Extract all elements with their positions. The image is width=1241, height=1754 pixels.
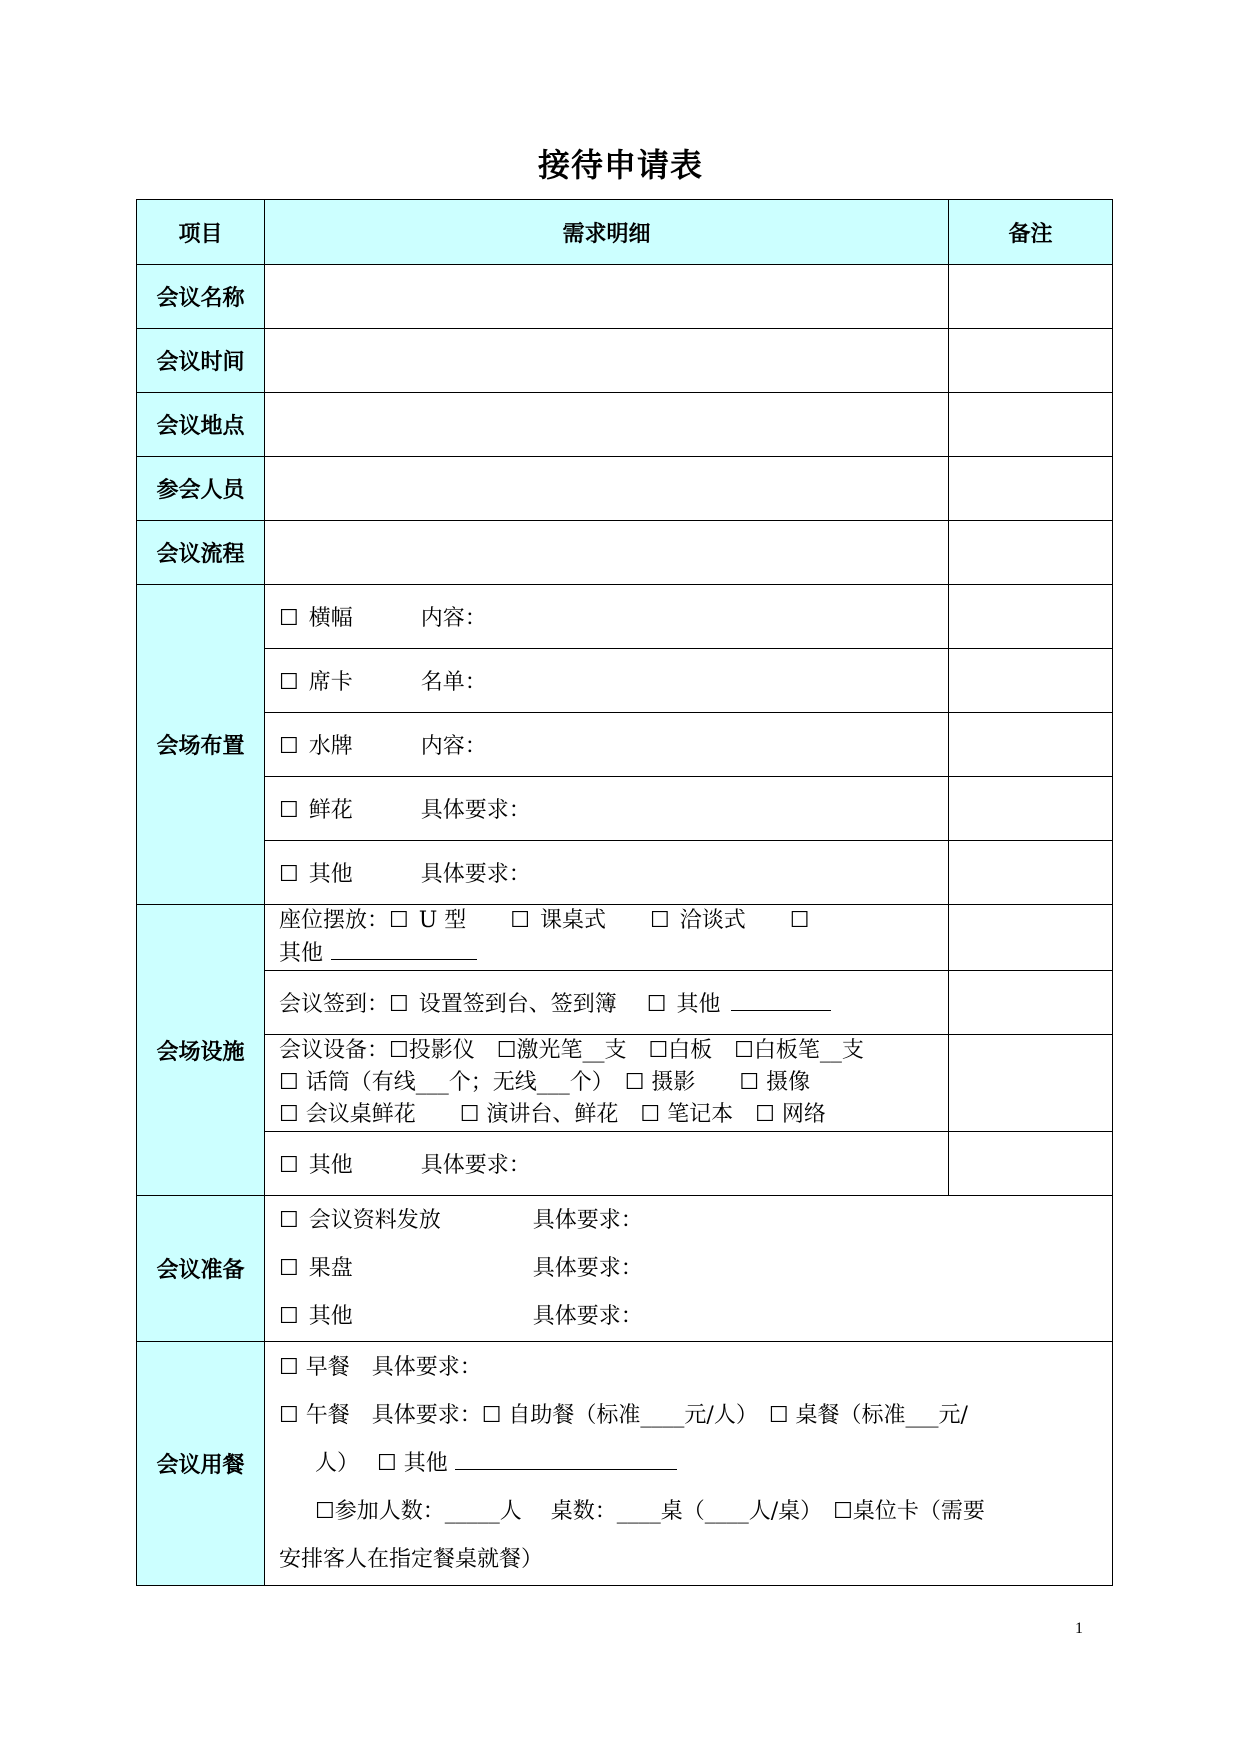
checkbox[interactable]: ☐ (279, 734, 299, 759)
table-row (137, 329, 1113, 393)
remark-cell[interactable] (949, 265, 1113, 329)
meeting-location-field[interactable] (265, 393, 949, 457)
table-card-note: 安排客人在指定餐桌就餐） (279, 1546, 544, 1572)
remark-cell[interactable] (949, 971, 1113, 1035)
seating-arrangement (265, 905, 949, 971)
field-label: 内容： (420, 606, 487, 631)
checkbox[interactable]: ☐ (389, 992, 409, 1017)
remark-cell[interactable] (949, 521, 1113, 585)
table-row (137, 1035, 1113, 1132)
field-label: 具体要求： (532, 1255, 643, 1281)
option-label: 果盘 (308, 1255, 353, 1281)
remark-cell[interactable] (949, 713, 1113, 777)
reception-form-table (136, 199, 1113, 1586)
option-label: 席卡 (308, 670, 353, 695)
venue-layout-name-cards (265, 649, 949, 713)
remark-cell[interactable] (949, 649, 1113, 713)
option-label: U 型 (418, 908, 467, 933)
checkbox[interactable]: ☐ (279, 670, 299, 695)
table-row (137, 1132, 1113, 1196)
remark-cell[interactable] (949, 1035, 1113, 1132)
field-label: 具体要求： (532, 1207, 643, 1233)
checkbox[interactable]: ☐ (389, 908, 409, 933)
venue-layout-other (265, 841, 949, 905)
header-detail: 需求明细 (265, 200, 949, 265)
option-label: 鲜花 (308, 798, 353, 823)
table-row (137, 841, 1113, 905)
page-number: 1 (1075, 1620, 1083, 1637)
row-label-venue-facilities: 会场设施 (137, 905, 265, 1196)
checkbox[interactable]: ☐ (510, 908, 531, 933)
option-label: 横幅 (308, 606, 353, 631)
table-row (137, 777, 1113, 841)
row-label-meeting-name: 会议名称 (137, 265, 265, 329)
field-label: 会议签到： (279, 992, 390, 1017)
row-label-attendees: 参会人员 (137, 457, 265, 521)
table-row (137, 521, 1113, 585)
row-label-agenda: 会议流程 (137, 521, 265, 585)
attendees-field[interactable] (265, 457, 949, 521)
lunch-line[interactable]: ☐ 午餐 具体要求：☐ 自助餐（标准____元/人） ☐ 桌餐（标准___元/ (279, 1402, 968, 1428)
meeting-time-field[interactable] (265, 329, 949, 393)
option-label: 其他 (279, 941, 324, 966)
breakfast-line[interactable]: ☐ 早餐 具体要求： (279, 1354, 482, 1380)
checkbox[interactable]: ☐ (279, 862, 299, 887)
option-label: 水牌 (308, 734, 353, 759)
field-label: 名单： (420, 670, 487, 695)
field-label: 具体要求： (420, 862, 531, 887)
field-label: 具体要求： (420, 798, 531, 823)
checkbox[interactable]: ☐ (789, 908, 810, 933)
agenda-field[interactable] (265, 521, 949, 585)
remark-cell[interactable] (949, 457, 1113, 521)
table-row (137, 457, 1113, 521)
option-label: 其他 (308, 1303, 353, 1329)
table-row (137, 393, 1113, 457)
table-row (137, 1196, 1113, 1342)
checkbox[interactable]: ☐ (279, 798, 299, 823)
lunch-line-cont[interactable]: 人） ☐ 其他 (315, 1450, 455, 1476)
option-label: 洽谈式 (679, 908, 746, 933)
checkbox[interactable]: ☐ (279, 1207, 299, 1233)
table-row (137, 265, 1113, 329)
table-header-row (137, 200, 1113, 265)
facilities-other (265, 1132, 949, 1196)
field-label: 座位摆放： (279, 908, 390, 933)
header-remark: 备注 (949, 200, 1113, 265)
checkbox[interactable]: ☐ (646, 992, 667, 1017)
remark-cell[interactable] (949, 585, 1113, 649)
meeting-name-field[interactable] (265, 265, 949, 329)
row-label-meeting-prep: 会议准备 (137, 1196, 265, 1342)
table-row (137, 971, 1113, 1035)
table-row (137, 713, 1113, 777)
header-item: 项目 (137, 200, 265, 265)
row-label-meeting-location: 会议地点 (137, 393, 265, 457)
venue-layout-banner (265, 585, 949, 649)
equipment-line[interactable]: ☐ 会议桌鲜花 ☐ 演讲台、鲜花 ☐ 笔记本 ☐ 网络 (279, 1102, 826, 1127)
table-row (137, 1342, 1113, 1586)
venue-layout-signs (265, 713, 949, 777)
field-label: 具体要求： (420, 1153, 531, 1178)
meal-options (265, 1342, 1113, 1586)
table-row (137, 905, 1113, 971)
page-title: 接待申请表 (537, 146, 703, 184)
option-label: 设置签到台、签到簿 (418, 992, 617, 1017)
blank-line[interactable] (331, 937, 477, 960)
checkbox[interactable]: ☐ (279, 1255, 299, 1281)
equipment-line[interactable]: ☐ 话筒（有线___个；无线___个） ☐ 摄影 ☐ 摄像 (279, 1070, 811, 1095)
row-label-meeting-time: 会议时间 (137, 329, 265, 393)
table-row (137, 649, 1113, 713)
remark-cell[interactable] (949, 1132, 1113, 1196)
checkbox[interactable]: ☐ (279, 1303, 299, 1329)
option-label: 其他 (308, 862, 353, 887)
checkbox[interactable]: ☐ (279, 1153, 299, 1178)
row-label-meals: 会议用餐 (137, 1342, 265, 1586)
meeting-prep-options (265, 1196, 1113, 1342)
equipment-line[interactable]: 会议设备：☐投影仪 ☐激光笔__支 ☐白板 ☐白板笔__支 (279, 1038, 864, 1063)
sign-in-options (265, 971, 949, 1035)
option-label: 其他 (676, 992, 721, 1017)
equipment-options (265, 1035, 949, 1132)
attendee-count-line[interactable]: ☐参加人数：_____人 桌数：____桌（____人/桌） ☐桌位卡（需要 (315, 1498, 985, 1524)
remark-cell[interactable] (949, 329, 1113, 393)
checkbox[interactable]: ☐ (279, 606, 299, 631)
remark-cell[interactable] (949, 777, 1113, 841)
blank-line[interactable] (731, 988, 831, 1011)
field-label: 内容： (420, 734, 487, 759)
option-label: 其他 (308, 1153, 353, 1178)
field-label: 具体要求： (532, 1303, 643, 1329)
row-label-venue-layout: 会场布置 (137, 585, 265, 905)
remark-cell[interactable] (949, 905, 1113, 971)
remark-cell[interactable] (949, 841, 1113, 905)
option-label: 会议资料发放 (308, 1207, 441, 1233)
option-label: 课桌式 (540, 908, 607, 933)
venue-layout-flowers (265, 777, 949, 841)
blank-line[interactable] (455, 1447, 677, 1470)
remark-cell[interactable] (949, 393, 1113, 457)
table-row (137, 585, 1113, 649)
checkbox[interactable]: ☐ (650, 908, 670, 933)
